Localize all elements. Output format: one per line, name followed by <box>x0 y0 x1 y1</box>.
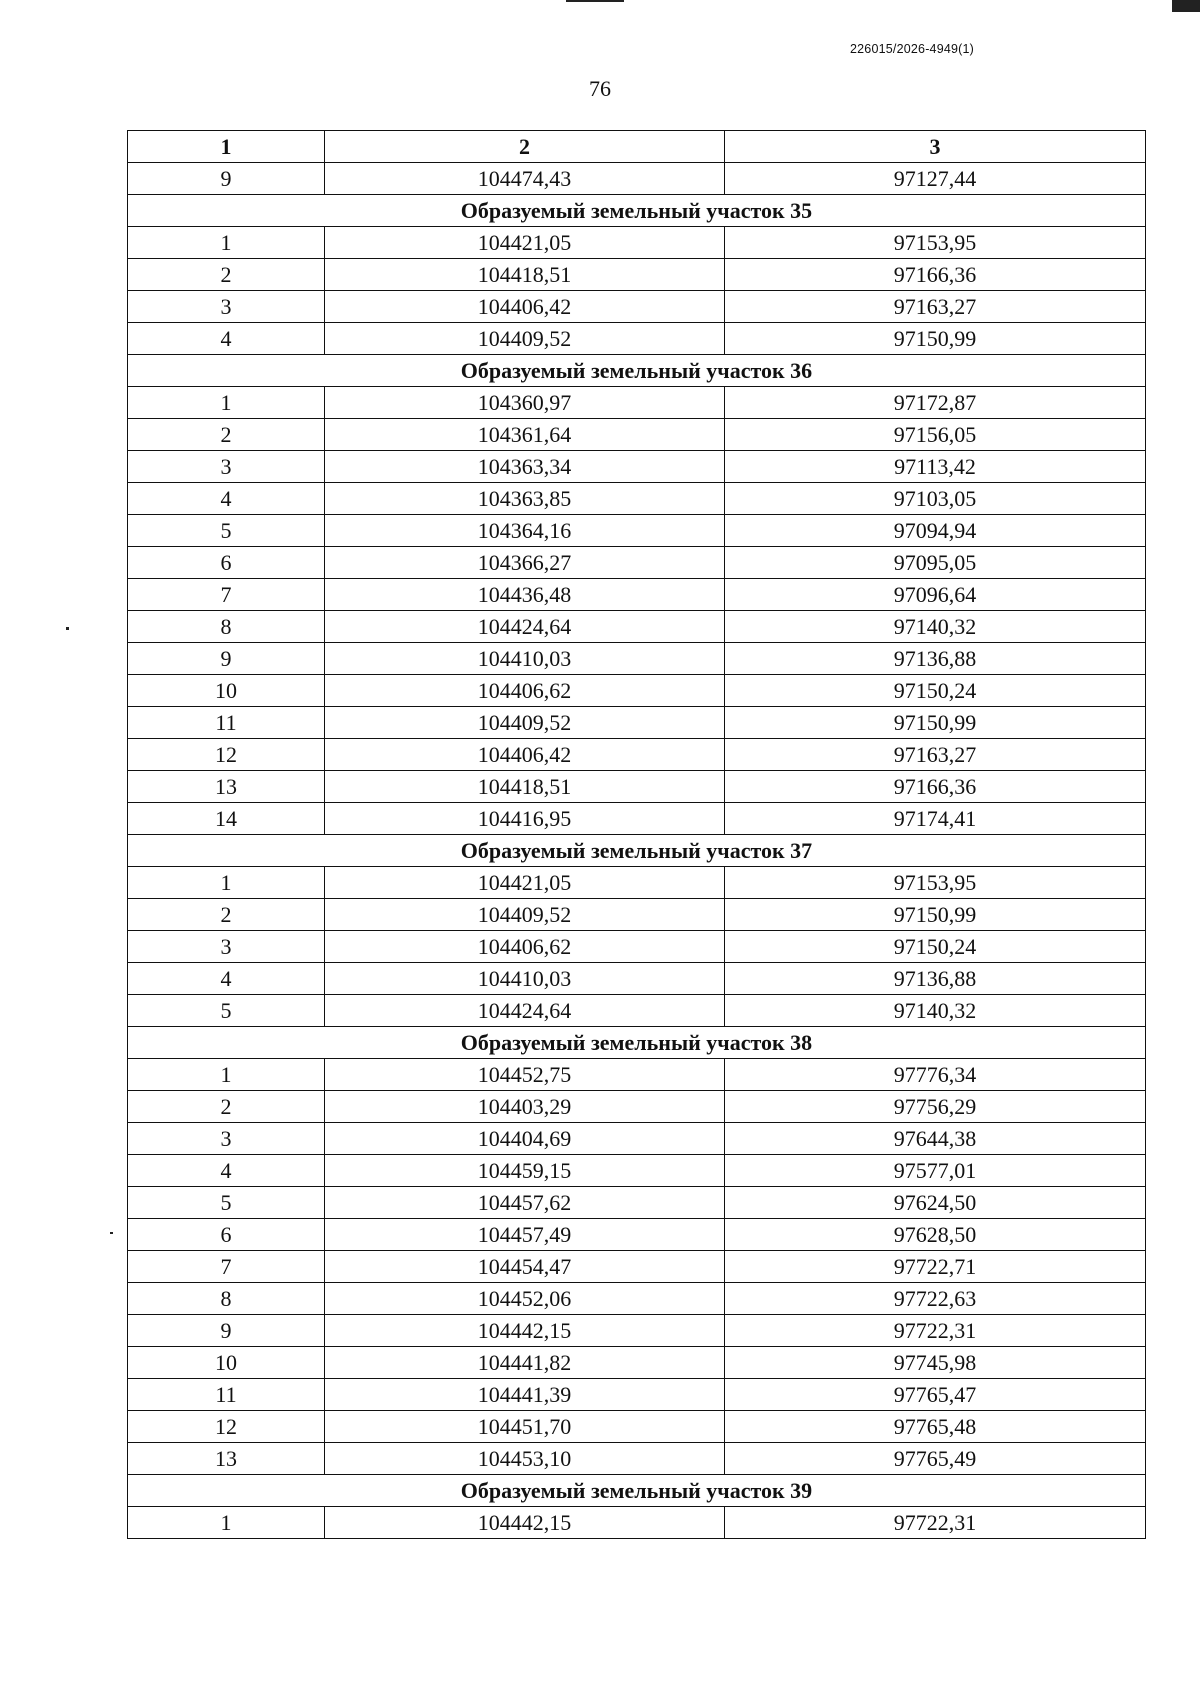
table-row <box>128 1411 1146 1443</box>
table-row <box>128 259 1146 291</box>
x-coordinate-cell: 104454,47 <box>325 1251 725 1283</box>
x-coordinate-cell: 104436,48 <box>325 579 725 611</box>
y-coordinate-cell: 97153,95 <box>725 867 1146 899</box>
point-number-cell: 5 <box>128 1187 325 1219</box>
table-row <box>128 291 1146 323</box>
point-number-cell: 1 <box>128 227 325 259</box>
table-row <box>128 163 1146 195</box>
point-number-cell: 1 <box>128 867 325 899</box>
table-row <box>128 1219 1146 1251</box>
point-number-cell: 13 <box>128 1443 325 1475</box>
point-number-cell: 4 <box>128 323 325 355</box>
page-number: 76 <box>589 76 611 101</box>
x-coordinate-cell: 104364,16 <box>325 515 725 547</box>
y-coordinate-cell: 97156,05 <box>725 419 1146 451</box>
x-coordinate-cell: 104424,64 <box>325 611 725 643</box>
point-number-cell: 1 <box>128 1507 325 1539</box>
x-coordinate-cell: 104441,39 <box>325 1379 725 1411</box>
y-coordinate-cell: 97644,38 <box>725 1123 1146 1155</box>
table-row <box>128 1283 1146 1315</box>
table-row <box>128 995 1146 1027</box>
point-number-cell: 4 <box>128 483 325 515</box>
y-coordinate-cell: 97153,95 <box>725 227 1146 259</box>
point-number-cell: 9 <box>128 643 325 675</box>
coordinates-table-body <box>128 131 1146 1539</box>
section-title: Образуемый земельный участок 39 <box>128 1475 1146 1507</box>
x-coordinate-cell: 104418,51 <box>325 771 725 803</box>
y-coordinate-cell: 97628,50 <box>725 1219 1146 1251</box>
y-coordinate-cell: 97136,88 <box>725 963 1146 995</box>
scan-dot-left <box>66 627 69 630</box>
table-row <box>128 707 1146 739</box>
section-header-row <box>128 195 1146 227</box>
y-coordinate-cell: 97765,48 <box>725 1411 1146 1443</box>
x-coordinate-cell: 104406,42 <box>325 291 725 323</box>
y-coordinate-cell: 97095,05 <box>725 547 1146 579</box>
scan-mark-corner <box>1172 0 1200 12</box>
x-coordinate-cell: 104474,43 <box>325 163 725 195</box>
y-coordinate-cell: 97150,24 <box>725 931 1146 963</box>
x-coordinate-cell: 104459,15 <box>325 1155 725 1187</box>
point-number-cell: 11 <box>128 707 325 739</box>
point-number-cell: 12 <box>128 739 325 771</box>
section-title: Образуемый земельный участок 35 <box>128 195 1146 227</box>
y-coordinate-cell: 97150,99 <box>725 323 1146 355</box>
y-coordinate-cell: 97150,99 <box>725 707 1146 739</box>
column-header-2: 2 <box>325 131 725 163</box>
y-coordinate-cell: 97094,94 <box>725 515 1146 547</box>
table-row <box>128 643 1146 675</box>
table-row <box>128 1251 1146 1283</box>
y-coordinate-cell: 97722,31 <box>725 1507 1146 1539</box>
x-coordinate-cell: 104361,64 <box>325 419 725 451</box>
x-coordinate-cell: 104418,51 <box>325 259 725 291</box>
table-row <box>128 1315 1146 1347</box>
y-coordinate-cell: 97150,24 <box>725 675 1146 707</box>
y-coordinate-cell: 97136,88 <box>725 643 1146 675</box>
point-number-cell: 1 <box>128 1059 325 1091</box>
x-coordinate-cell: 104409,52 <box>325 707 725 739</box>
x-coordinate-cell: 104363,34 <box>325 451 725 483</box>
y-coordinate-cell: 97577,01 <box>725 1155 1146 1187</box>
point-number-cell: 4 <box>128 963 325 995</box>
point-number-cell: 10 <box>128 1347 325 1379</box>
table-row <box>128 227 1146 259</box>
x-coordinate-cell: 104404,69 <box>325 1123 725 1155</box>
table-row <box>128 579 1146 611</box>
y-coordinate-cell: 97722,63 <box>725 1283 1146 1315</box>
point-number-cell: 6 <box>128 1219 325 1251</box>
table-row <box>128 899 1146 931</box>
y-coordinate-cell: 97172,87 <box>725 387 1146 419</box>
point-number-cell: 3 <box>128 1123 325 1155</box>
table-row <box>128 419 1146 451</box>
y-coordinate-cell: 97163,27 <box>725 739 1146 771</box>
x-coordinate-cell: 104410,03 <box>325 643 725 675</box>
table-row <box>128 739 1146 771</box>
section-title: Образуемый земельный участок 38 <box>128 1027 1146 1059</box>
point-number-cell: 3 <box>128 451 325 483</box>
coordinates-table <box>127 130 1146 1539</box>
x-coordinate-cell: 104421,05 <box>325 227 725 259</box>
point-number-cell: 8 <box>128 1283 325 1315</box>
y-coordinate-cell: 97113,42 <box>725 451 1146 483</box>
y-coordinate-cell: 97140,32 <box>725 995 1146 1027</box>
section-header-row <box>128 835 1146 867</box>
y-coordinate-cell: 97096,64 <box>725 579 1146 611</box>
y-coordinate-cell: 97745,98 <box>725 1347 1146 1379</box>
table-row <box>128 1155 1146 1187</box>
table-row <box>128 675 1146 707</box>
section-header-row <box>128 1027 1146 1059</box>
table-row <box>128 931 1146 963</box>
x-coordinate-cell: 104441,82 <box>325 1347 725 1379</box>
y-coordinate-cell: 97163,27 <box>725 291 1146 323</box>
table-row <box>128 1443 1146 1475</box>
y-coordinate-cell: 97166,36 <box>725 771 1146 803</box>
point-number-cell: 3 <box>128 931 325 963</box>
x-coordinate-cell: 104457,49 <box>325 1219 725 1251</box>
table-row <box>128 387 1146 419</box>
x-coordinate-cell: 104452,75 <box>325 1059 725 1091</box>
table-row <box>128 1347 1146 1379</box>
x-coordinate-cell: 104442,15 <box>325 1507 725 1539</box>
point-number-cell: 2 <box>128 899 325 931</box>
table-row <box>128 1187 1146 1219</box>
scan-mark-top <box>566 0 624 2</box>
section-header-row <box>128 1475 1146 1507</box>
section-title: Образуемый земельный участок 37 <box>128 835 1146 867</box>
point-number-cell: 11 <box>128 1379 325 1411</box>
table-row <box>128 1379 1146 1411</box>
y-coordinate-cell: 97624,50 <box>725 1187 1146 1219</box>
y-coordinate-cell: 97140,32 <box>725 611 1146 643</box>
point-number-cell: 4 <box>128 1155 325 1187</box>
point-number-cell: 1 <box>128 387 325 419</box>
y-coordinate-cell: 97765,49 <box>725 1443 1146 1475</box>
point-number-cell: 7 <box>128 579 325 611</box>
point-number-cell: 7 <box>128 1251 325 1283</box>
point-number-cell: 2 <box>128 259 325 291</box>
x-coordinate-cell: 104416,95 <box>325 803 725 835</box>
section-title: Образуемый земельный участок 36 <box>128 355 1146 387</box>
y-coordinate-cell: 97103,05 <box>725 483 1146 515</box>
document-code: 226015/2026-4949(1) <box>850 42 975 56</box>
point-number-cell: 5 <box>128 515 325 547</box>
x-coordinate-cell: 104406,62 <box>325 931 725 963</box>
x-coordinate-cell: 104457,62 <box>325 1187 725 1219</box>
table-row <box>128 611 1146 643</box>
point-number-cell: 5 <box>128 995 325 1027</box>
y-coordinate-cell: 97127,44 <box>725 163 1146 195</box>
table-row <box>128 1507 1146 1539</box>
y-coordinate-cell: 97174,41 <box>725 803 1146 835</box>
x-coordinate-cell: 104453,10 <box>325 1443 725 1475</box>
x-coordinate-cell: 104363,85 <box>325 483 725 515</box>
x-coordinate-cell: 104424,64 <box>325 995 725 1027</box>
x-coordinate-cell: 104451,70 <box>325 1411 725 1443</box>
table-row <box>128 323 1146 355</box>
point-number-cell: 10 <box>128 675 325 707</box>
x-coordinate-cell: 104421,05 <box>325 867 725 899</box>
x-coordinate-cell: 104452,06 <box>325 1283 725 1315</box>
table-row <box>128 803 1146 835</box>
x-coordinate-cell: 104406,62 <box>325 675 725 707</box>
x-coordinate-cell: 104403,29 <box>325 1091 725 1123</box>
x-coordinate-cell: 104442,15 <box>325 1315 725 1347</box>
table-header-row <box>128 131 1146 163</box>
point-number-cell: 2 <box>128 1091 325 1123</box>
point-number-cell: 12 <box>128 1411 325 1443</box>
column-header-1: 1 <box>128 131 325 163</box>
point-number-cell: 9 <box>128 1315 325 1347</box>
point-number-cell: 8 <box>128 611 325 643</box>
table-row <box>128 867 1146 899</box>
point-number-cell: 9 <box>128 163 325 195</box>
x-coordinate-cell: 104409,52 <box>325 899 725 931</box>
table-row <box>128 547 1146 579</box>
point-number-cell: 3 <box>128 291 325 323</box>
table-row <box>128 1123 1146 1155</box>
point-number-cell: 6 <box>128 547 325 579</box>
section-header-row <box>128 355 1146 387</box>
y-coordinate-cell: 97722,31 <box>725 1315 1146 1347</box>
y-coordinate-cell: 97150,99 <box>725 899 1146 931</box>
y-coordinate-cell: 97756,29 <box>725 1091 1146 1123</box>
x-coordinate-cell: 104410,03 <box>325 963 725 995</box>
table-row <box>128 483 1146 515</box>
x-coordinate-cell: 104366,27 <box>325 547 725 579</box>
scan-dot-left-2 <box>110 1232 113 1234</box>
y-coordinate-cell: 97765,47 <box>725 1379 1146 1411</box>
column-header-3: 3 <box>725 131 1146 163</box>
table-row <box>128 963 1146 995</box>
y-coordinate-cell: 97166,36 <box>725 259 1146 291</box>
point-number-cell: 2 <box>128 419 325 451</box>
table-row <box>128 771 1146 803</box>
x-coordinate-cell: 104406,42 <box>325 739 725 771</box>
point-number-cell: 13 <box>128 771 325 803</box>
y-coordinate-cell: 97776,34 <box>725 1059 1146 1091</box>
point-number-cell: 14 <box>128 803 325 835</box>
table-row <box>128 1091 1146 1123</box>
table-row <box>128 451 1146 483</box>
x-coordinate-cell: 104409,52 <box>325 323 725 355</box>
table-row <box>128 1059 1146 1091</box>
y-coordinate-cell: 97722,71 <box>725 1251 1146 1283</box>
table-row <box>128 515 1146 547</box>
x-coordinate-cell: 104360,97 <box>325 387 725 419</box>
